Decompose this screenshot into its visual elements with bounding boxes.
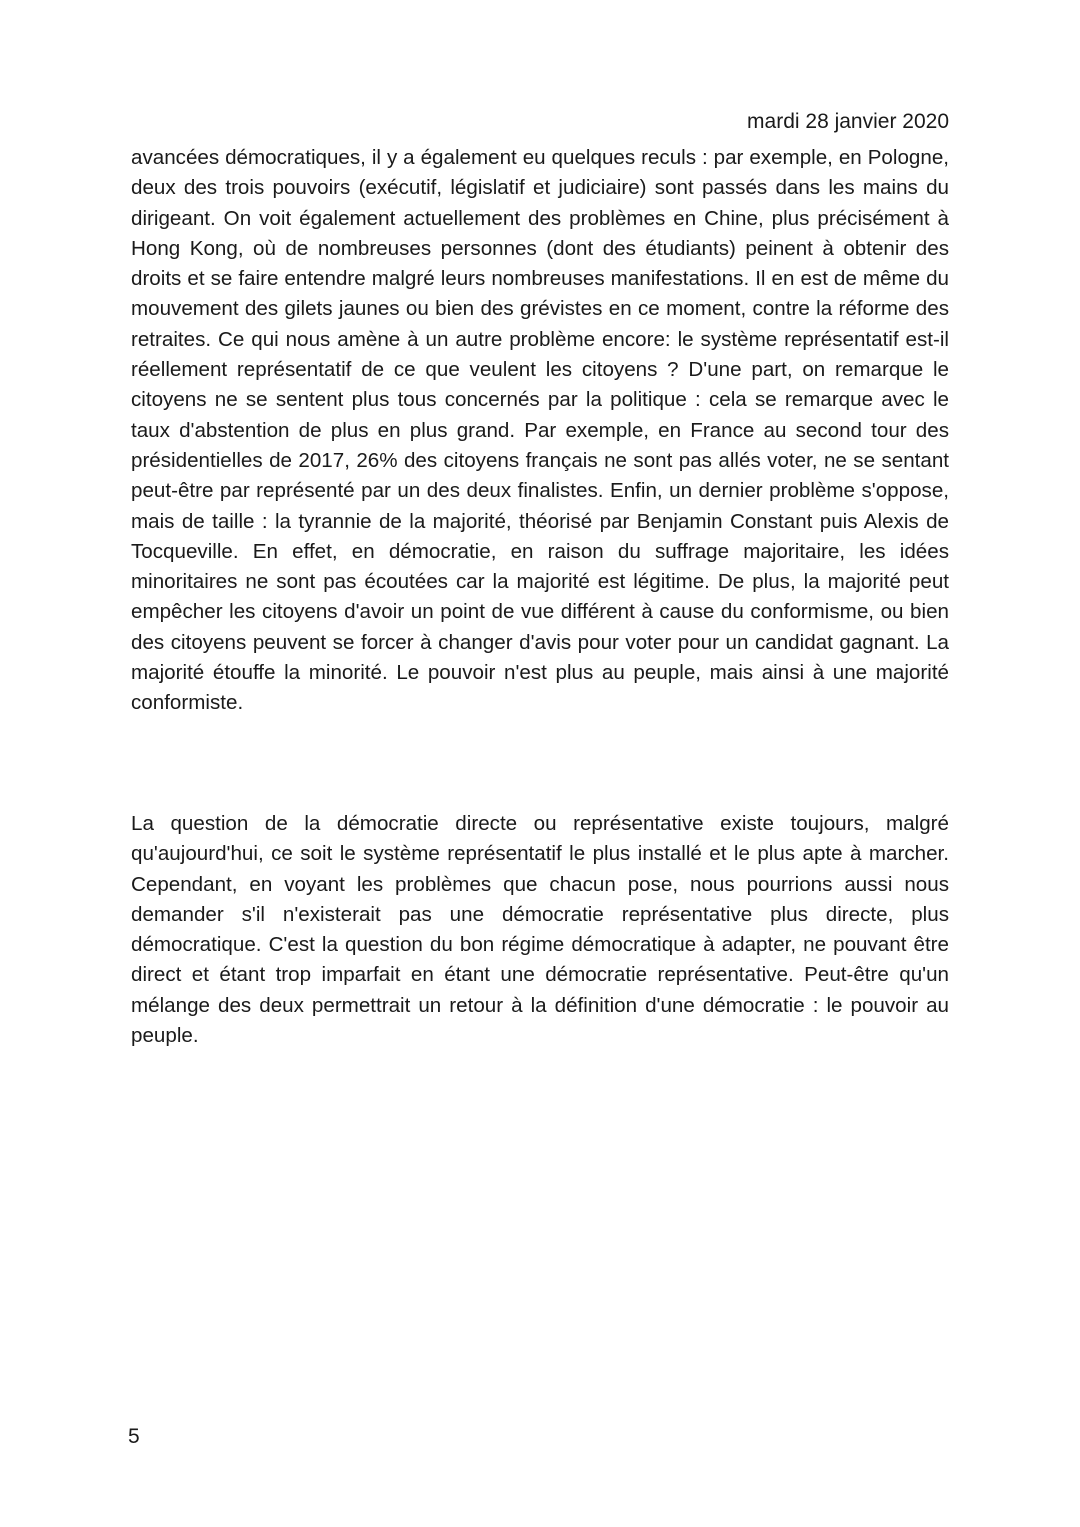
body-paragraph-2: La question de la démocratie directe ou représentative existe toujours, malgré qu'aujourd'hui, ce soit le système représentatif le plus installé et le plus apte à marcher. Cependant, en voyant les problèmes que chacun pose, nous pourrions aussi nous demander s'il n'existerait pas une démocratie représentative plus directe, plus démocratique. C'est la question du bon régime démocratique à adapter, ne pouvant être direct et étant trop imparfait en étant une démocratie représentative. Peut-être qu'un mélange des deux permettrait un retour à la définition d'une démocratie : le pouvoir au peuple. xyxy=(131,812,949,1048)
header-date: mardi 28 janvier 2020 xyxy=(747,110,949,133)
page-number: 5 xyxy=(128,1425,140,1448)
body-paragraph-1: avancées démocratiques, il y a également eu quelques reculs : par exemple, en Pologne, deux des trois pouvoirs (exécutif, législatif et judiciaire) sont passés dans les mains du dirigeant. On voit également actuellement des problèmes en Chine, plus précisément à Hong Kong, où de nombreuses personnes (dont des étudiants) peinent à obtenir des droits et se faire entendre malgré leurs nombreuses manifestations. Il en est de même du mouvement des gilets jaunes ou bien des grévistes en ce moment, contre la réforme des retraites. Ce qui nous amène à un autre problème encore: le système représentatif est-il réellement représentatif de ce que veulent les citoyens ? D'une part, on remarque le citoyens ne se sentent plus tous concernés par la politique : cela se remarque avec le taux d'abstention de plus en plus grand. Par exemple, en France au second tour des présidentielles de 2017, 26% des citoyens français ne sont pas allés voter, ne se sentant peut-être par représenté par un des deux finalistes. Enfin, un dernier problème s'oppose, mais de taille : la tyrannie de la majorité, théorisé par Benjamin Constant puis Alexis de Tocqueville. En effet, en démocratie, en raison du suffrage majoritaire, les idées minoritaires ne sont pas écoutées car la majorité est légitime. De plus, la majorité peut empêcher les citoyens d'avoir un point de vue différent à cause du conformisme, ou bien des citoyens peuvent se forcer à changer d'avis pour voter pour un candidat gagnant. La majorité étouffe la minorité. Le pouvoir n'est plus au peuple, mais ainsi à une majorité conformiste. xyxy=(131,146,949,715)
